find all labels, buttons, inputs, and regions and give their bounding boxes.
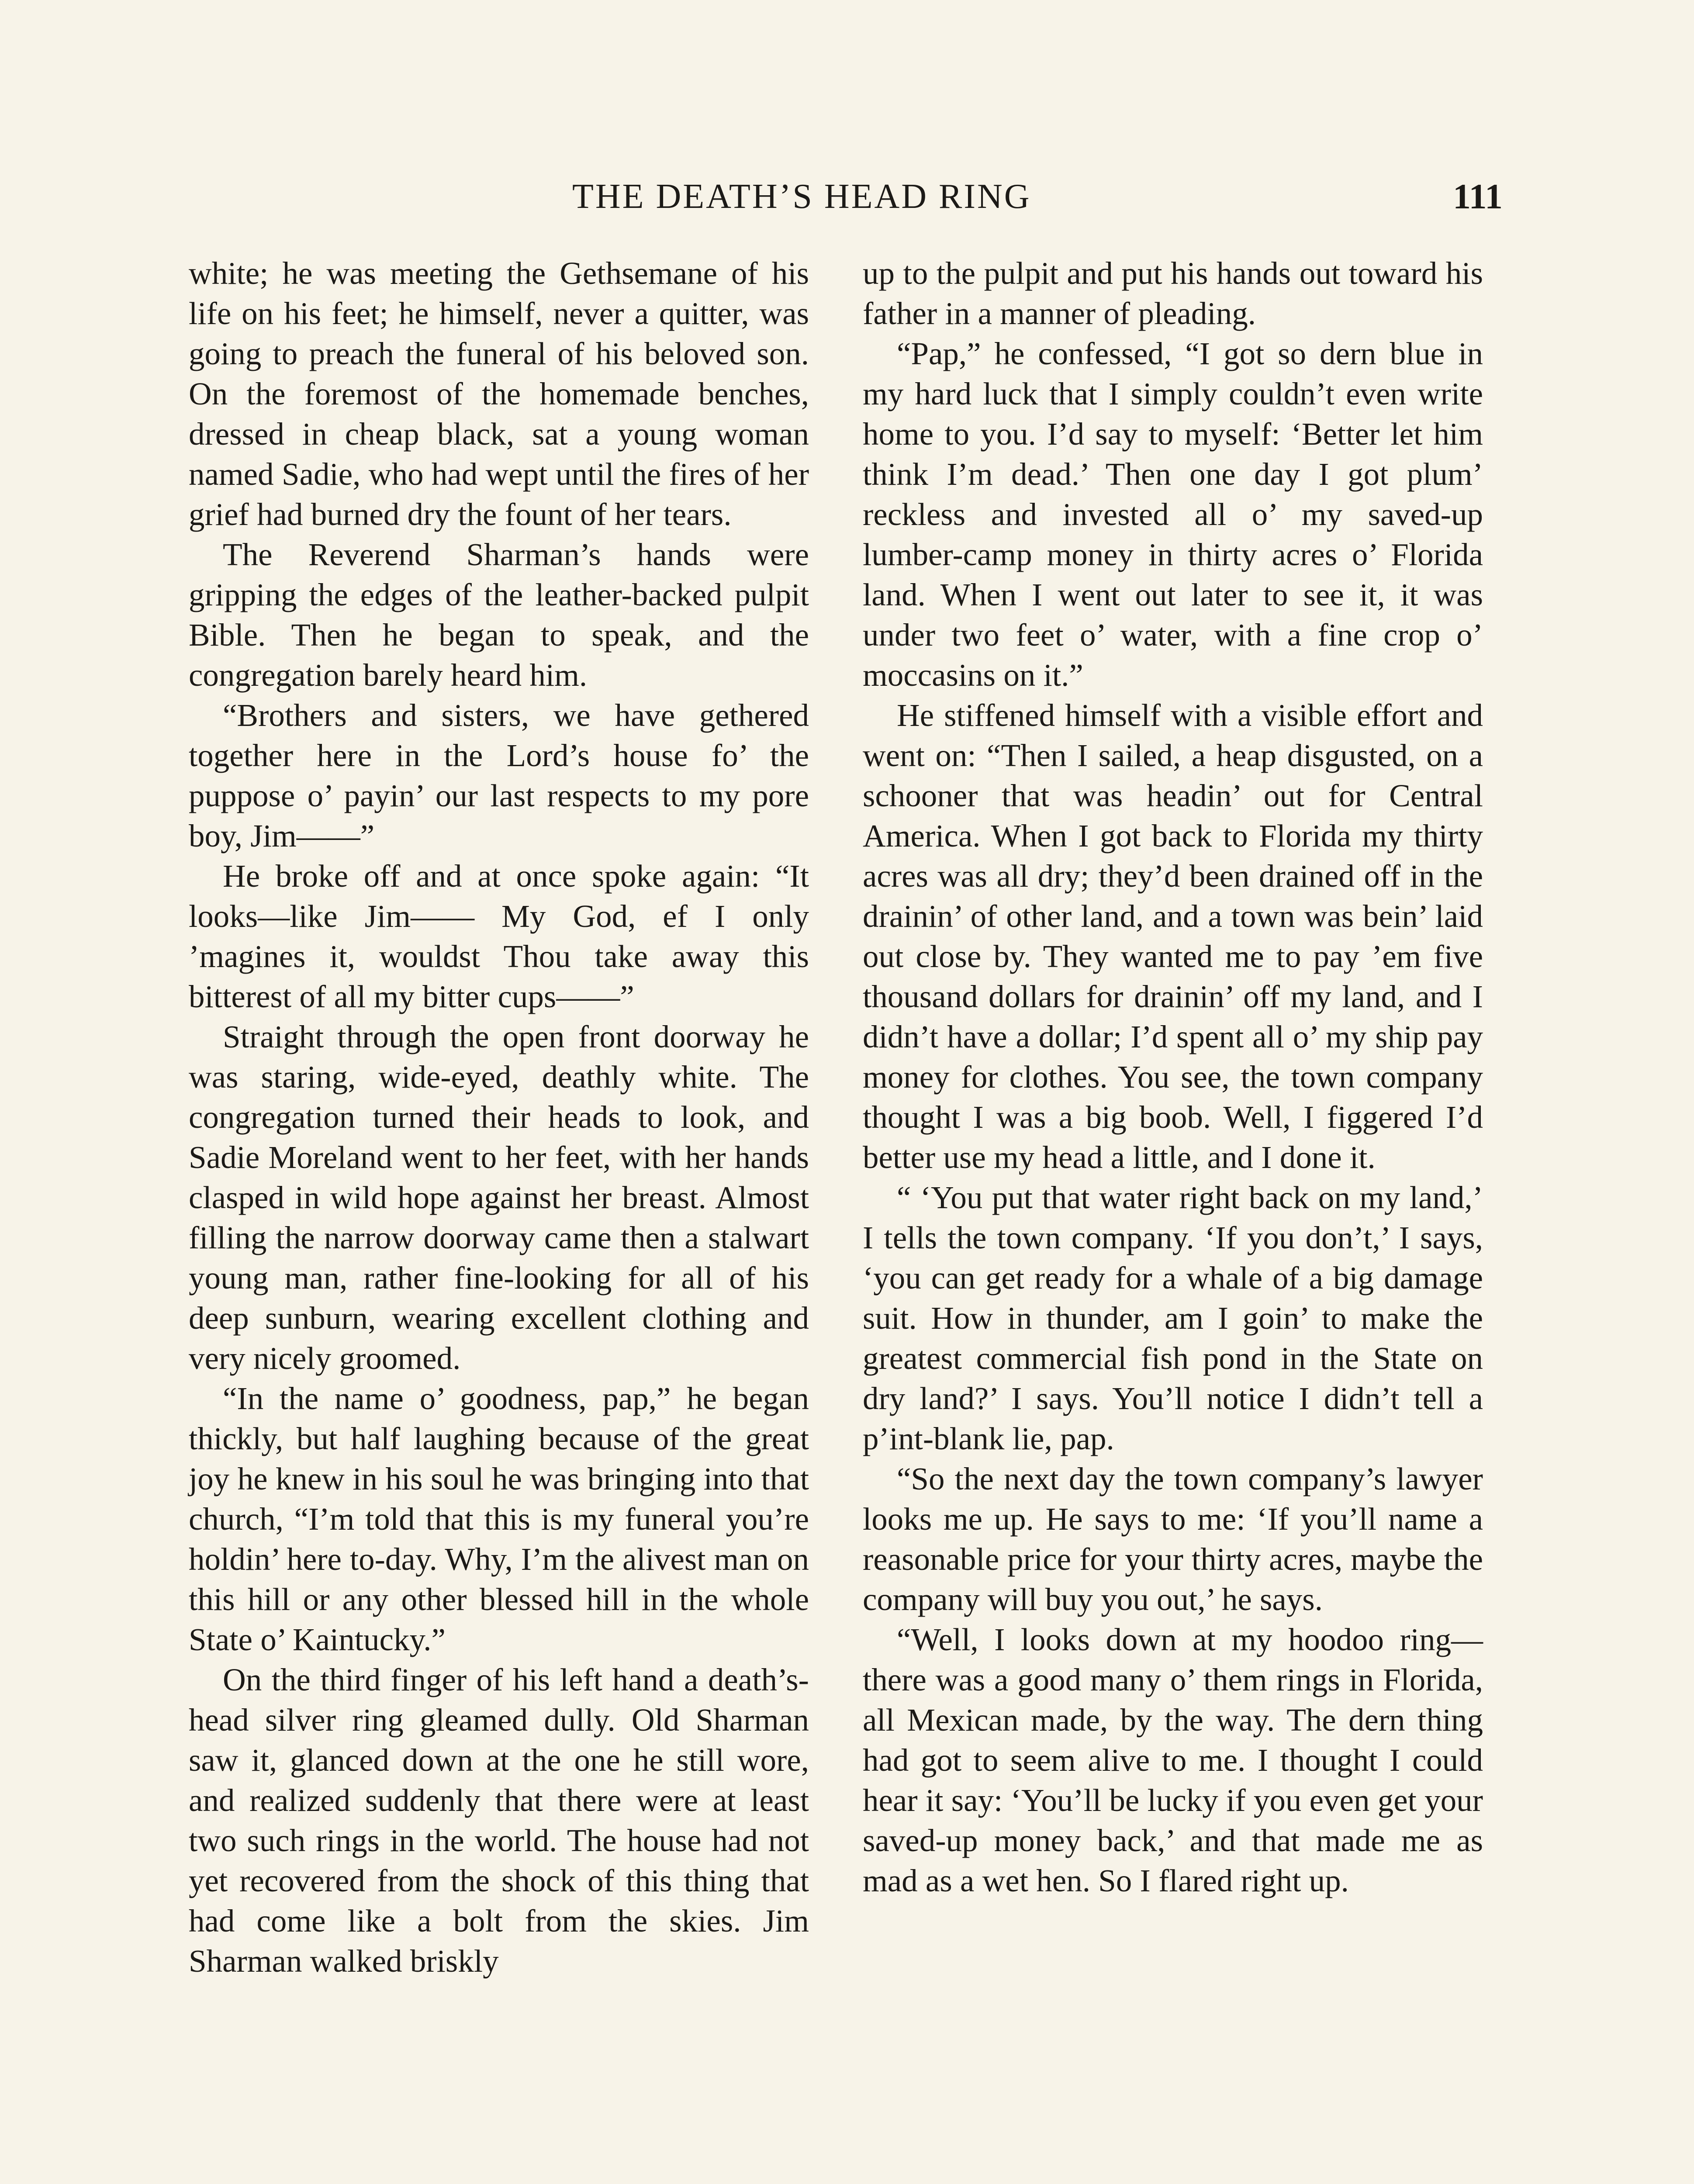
paragraph: white; he was meeting the Gethsemane of his life on his feet; he himself, never a quitter, was going to preach the funeral of his beloved son. On the foremost of the homemade benches, dressed in cheap black, sat a young woman named Sadie, who had wept until the fires of her grief had burned dry the fount of her tears.: [189, 256, 809, 532]
paragraph: Straight through the open front doorway he was staring, wide-eyed, deathly white. The congregation turned their heads to look, and Sadie Moreland went to her feet, with her hands clasped in wild hope against her breast. Almost filling the narrow doorway came then a stalwart young man, rather fine-looking for all of his deep sunburn, wearing excellent clothing and very nicely groomed.: [189, 1019, 809, 1376]
right-column: [863, 253, 1483, 1901]
page-number: 111: [1453, 176, 1503, 216]
running-title: THE DEATH’S HEAD RING: [572, 177, 1031, 216]
paragraph: “Well, I looks down at my hoodoo ring—there was a good many o’ them rings in Florida, all Mexican made, by the way. The dern thing had got to seem alive to me. I thought I could hear it say: ‘You’ll be lucky if you even get your saved-up money back,’ and that made me as mad as a wet hen. So I flared right up.: [863, 1622, 1483, 1898]
paragraph: “Pap,” he confessed, “I got so dern blue in my hard luck that I simply couldn’t even write home to you. I’d say to myself: ‘Better let him think I’m dead.’ Then one day I got plum’ reckless and invested all o’ my saved-up lumber-camp money in thirty acres o’ Florida land. When I went out later to see it, it was under two feet o’ water, with a fine crop o’ moccasins on it.”: [863, 336, 1483, 693]
paragraph: The Reverend Sharman’s hands were gripping the edges of the leather-backed pulpit Bible. Then he began to speak, and the congregation barely heard him.: [189, 537, 809, 693]
paragraph: He broke off and at once spoke again: “It looks—like Jim—— My God, ef I only ’magines it, wouldst Thou take away this bitterest of all my bitter cups——”: [189, 858, 809, 1014]
paragraph: He stiffened himself with a visible effort and went on: “Then I sailed, a heap disgusted, on a schooner that was headin’ out for Central America. When I got back to Florida my thirty acres was all dry; they’d been drained off in the drainin’ of other land, and a town was bein’ laid out close by. They wanted me to pay ’em five thousand dollars for drainin’ off my land, and I didn’t have a dollar; I’d spent all o’ my ship pay money for clothes. You see, the town company thought I was a big boob. Well, I figgered I’d better use my head a little, and I done it.: [863, 698, 1483, 1175]
page-header: [192, 173, 1503, 221]
paragraph: “ ‘You put that water right back on my land,’ I tells the town company. ‘If you don’t,’ I says, ‘you can get ready for a whale of a big damage suit. How in thunder, am I goin’ to make the greatest commercial fish pond in the State on dry land?’ I says. You’ll notice I didn’t tell a p’int-blank lie, pap.: [863, 1180, 1483, 1456]
paragraph: “In the name o’ goodness, pap,” he began thickly, but half laughing because of the great joy he knew in his soul he was bringing into that church, “I’m told that this is my funeral you’re holdin’ here to-day. Why, I’m the alivest man on this hill or any other blessed hill in the whole State o’ Kaintucky.”: [189, 1381, 809, 1657]
left-column: [189, 253, 809, 1981]
paragraph: On the third finger of his left hand a death’s-head silver ring gleamed dully. Old Sharman saw it, glanced down at the one he still wore, and realized suddenly that there were at least two such rings in the world. The house had not yet recovered from the shock of this thing that had come like a bolt from the skies. Jim Sharman walked briskly: [189, 1662, 809, 1979]
paragraph: up to the pulpit and put his hands out toward his father in a manner of pleading.: [863, 256, 1483, 331]
paragraph: “Brothers and sisters, we have gethered together here in the Lord’s house fo’ the puppose o’ payin’ our last respects to my pore boy, Jim——”: [189, 698, 809, 854]
paragraph: “So the next day the town company’s lawyer looks me up. He says to me: ‘If you’ll name a reasonable price for your thirty acres, maybe the company will buy you out,’ he says.: [863, 1461, 1483, 1617]
